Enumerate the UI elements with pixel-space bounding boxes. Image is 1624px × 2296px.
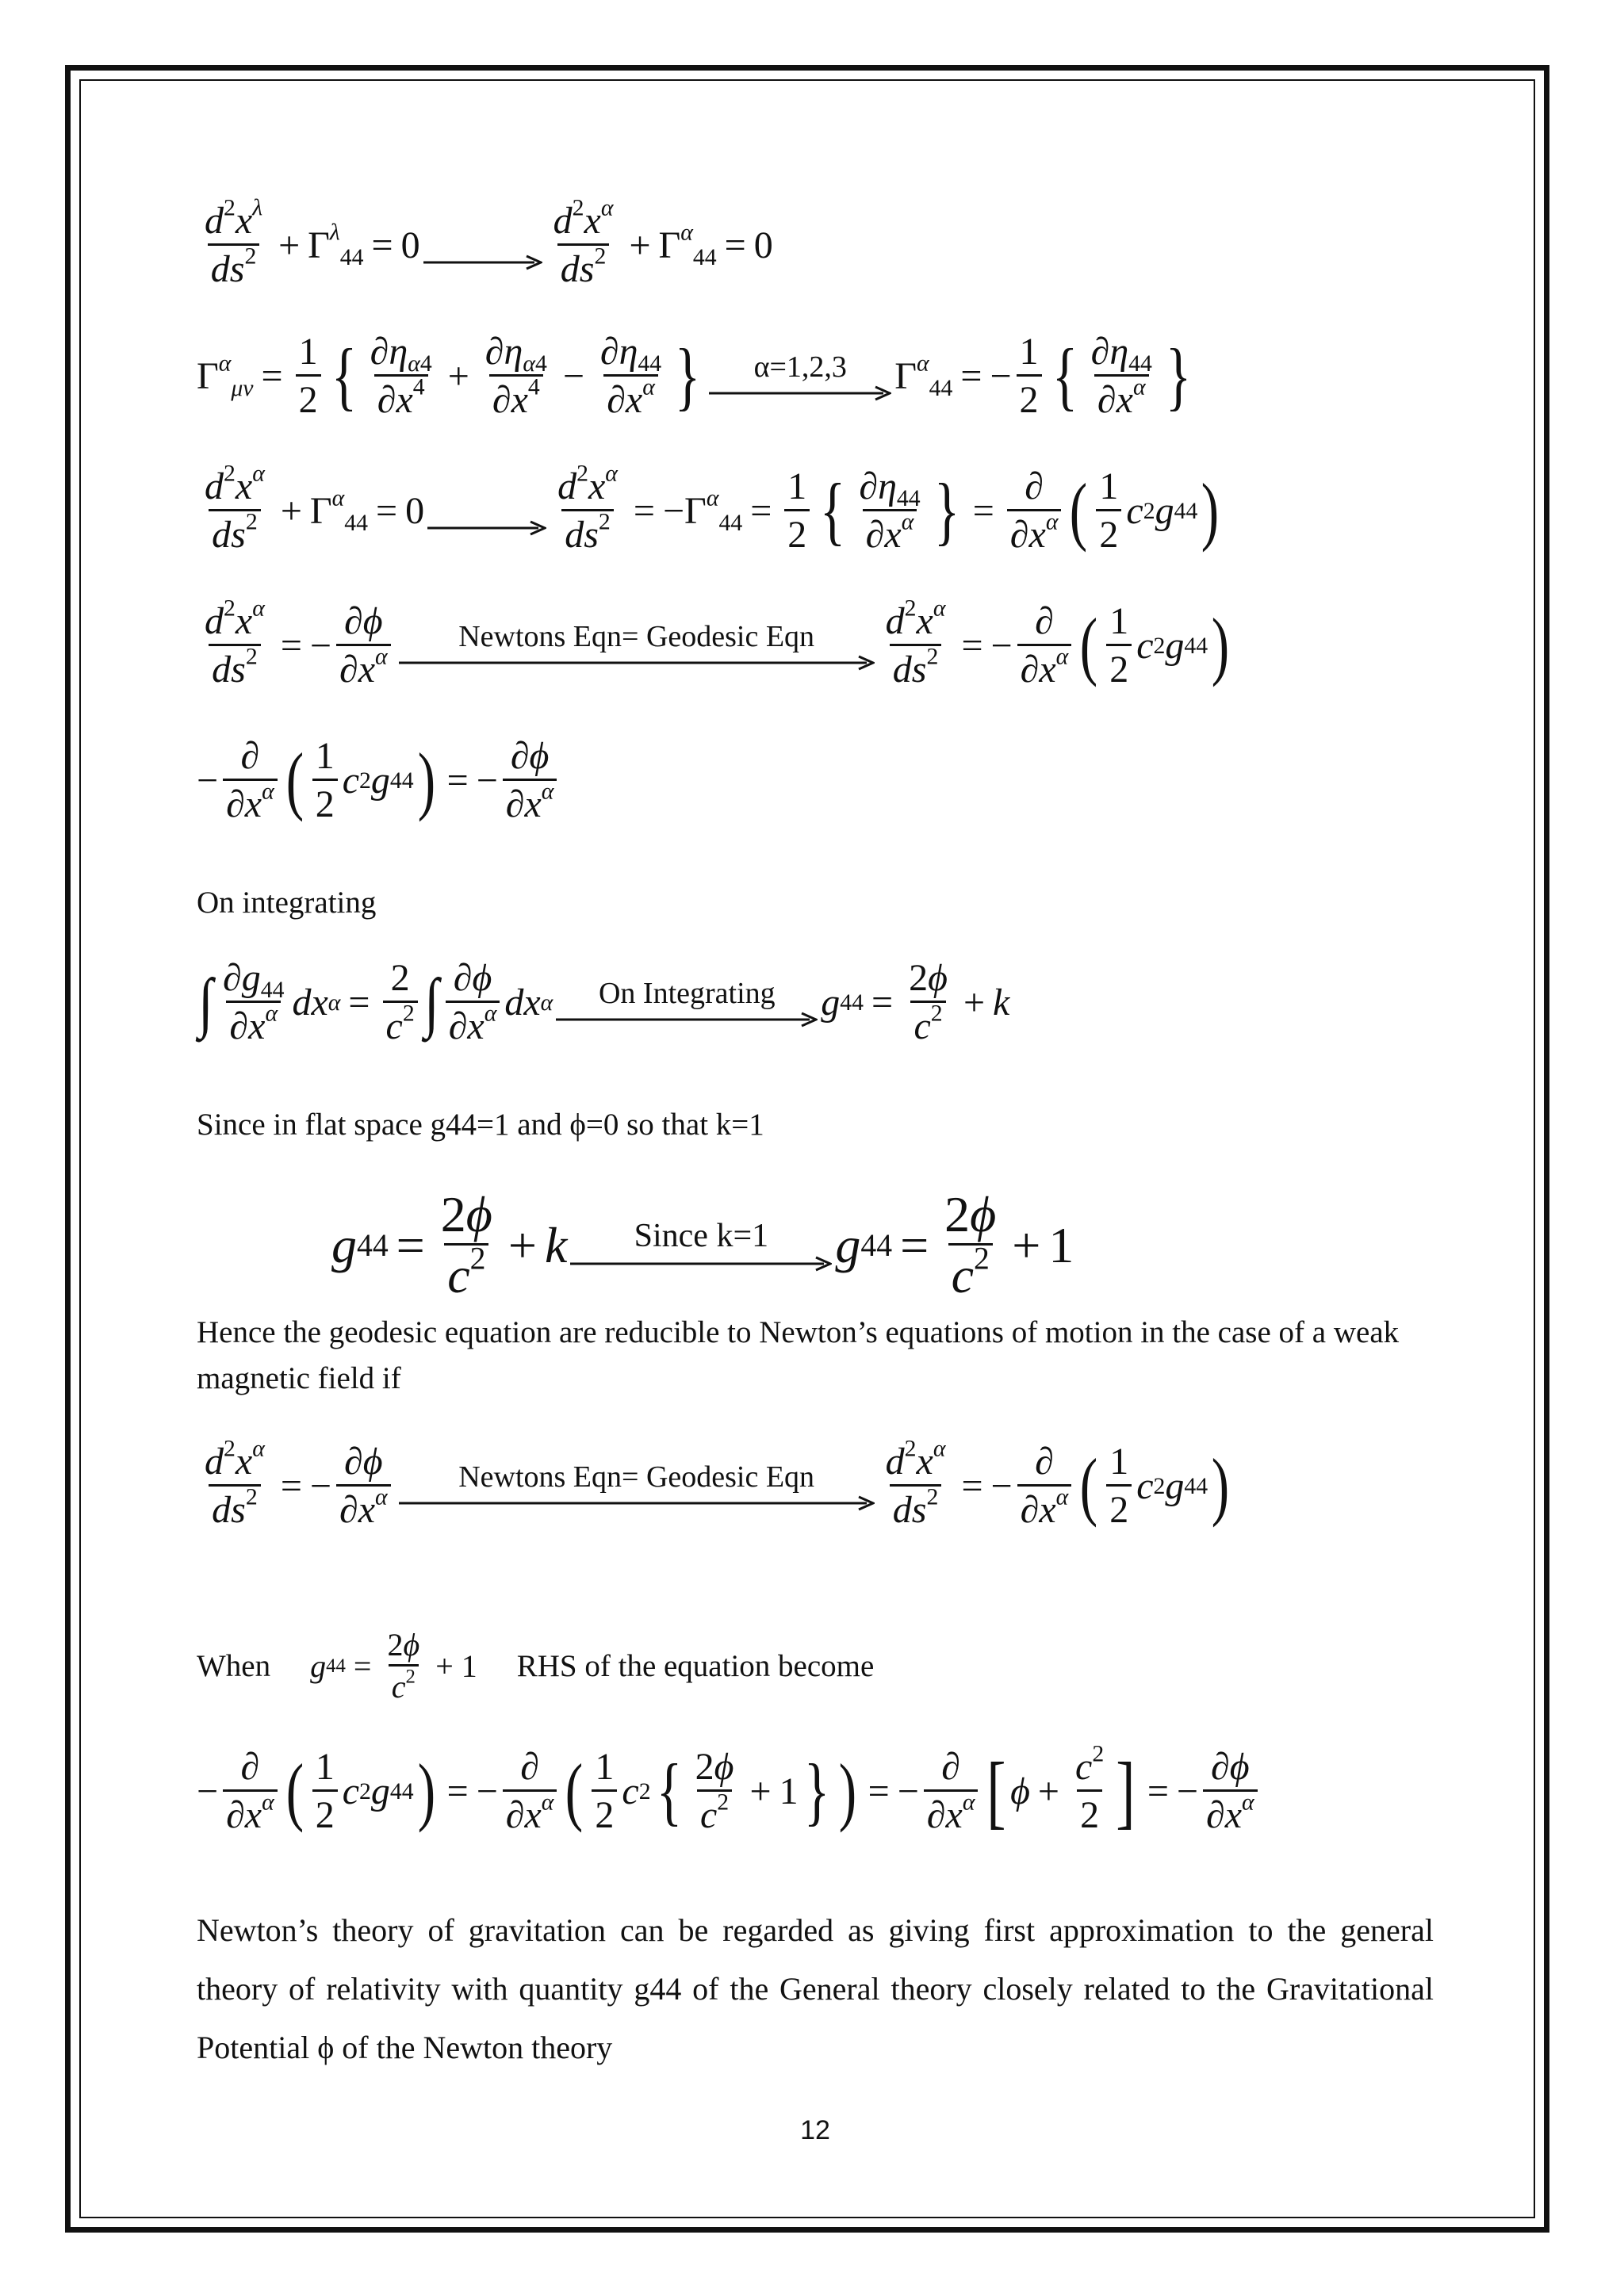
rhs-text: RHS of the equation become xyxy=(516,1649,875,1683)
arrow xyxy=(423,221,542,270)
arrow-label: On Integrating xyxy=(598,976,776,1010)
equation-christoffel: $\Gamma^\alpha_{\mu\nu}$ = $\frac{1}{2}$ { $\frac{\partial\eta_{\alpha 4}}{\partial x^4}$ + $\frac{\partial\eta_{\alpha 4}}{\partial x^4}$ − $\frac{\partial\eta_{44}}{\partial x^\alpha}$ } α=1,2,3 $\Gamma^\alpha_{44}$ = − $\frac{1}{2}$ { $\frac{\partial\eta_{44}}{\partial x^\alpha}$ } xyxy=(197,331,1192,421)
arrow-label: Newtons Eqn= Geodesic Eqn xyxy=(458,1460,815,1494)
when-text: When xyxy=(197,1649,271,1683)
arrow-label: Newtons Eqn= Geodesic Eqn xyxy=(458,619,815,653)
arrow-label: α=1,2,3 xyxy=(753,350,847,384)
when-line: When g 44 = $\frac{2\phi}{c^2}$ + 1 RHS of the equation become xyxy=(197,1627,875,1705)
arrow-newton-geodesic xyxy=(399,1462,875,1511)
page-number: 12 xyxy=(800,2115,830,2145)
equation-newton-geodesic-2: $\frac{d^2x^\alpha}{ds^2}$ = − $\frac{\partial\phi}{\partial x^\alpha}$ Newtons Eqn= Geodesic Eqn $\frac{d^2x^\alpha}{ds^2}$ = − $\frac{\partial}{\partial x^\alpha}$ ( $\frac{1}{2}$ c 2 g 44 ) xyxy=(205,1435,1230,1531)
arrow-since-k xyxy=(570,1219,832,1272)
arrow-newton-geodesic xyxy=(399,619,875,671)
conclusion-paragraph: Newton’s theory of gravitation can be regarded as giving first approximation to the general theory of relativity with quantity g44 of the General theory closely related to the Gravitational Potential ϕ of the Newton theory xyxy=(197,1912,1434,2065)
flat-space-text: Since in flat space g44=1 and ϕ=0 so that k=1 xyxy=(197,1108,764,1142)
arrow xyxy=(427,487,546,536)
arrow-on-integrating xyxy=(556,978,818,1027)
hence-text: Hence the geodesic equation are reducible to Newton’s equations of motion in the case of a weak magnetic field if xyxy=(197,1315,1400,1395)
equation-weak-field: $\frac{d^2x^\alpha}{ds^2}$ + $\Gamma^\alpha_{44}$ = 0 $\frac{d^2x^\alpha}{ds^2}$ = $-\Gamma^\alpha_{44}$ = $\frac{1}{2}$ { $\frac{\partial\eta_{44}}{\partial x^\alpha}$ } = $\frac{\partial}{\partial x^\alpha}$ ( $\frac{1}{2}$ c 2 g 44 ) xyxy=(205,460,1220,556)
equation-geodesic: $\frac{d^2x^\lambda}{ds^2}$ + $\Gamma^\lambda_{44}$ = 0 $\frac{d^2x^\alpha}{ds^2}$ + $\Gamma^\alpha_{44}$ = 0 xyxy=(205,194,773,290)
equation-g44: g 44 = $\frac{2\phi}{c^2}$ + k Since k=1 g 44 = $\frac{2\phi}{c^2}$ + 1 xyxy=(331,1186,1074,1303)
arrow-label: Since k=1 xyxy=(634,1217,769,1254)
equation-newton-geodesic: $\frac{d^2x^\alpha}{ds^2}$ = − $\frac{\partial\phi}{\partial x^\alpha}$ Newtons Eqn= Geodesic Eqn $\frac{d^2x^\alpha}{ds^2}$ = − $\frac{\partial}{\partial x^\alpha}$ ( $\frac{1}{2}$ c 2 g 44 ) xyxy=(205,595,1230,691)
equation-equate: − $\frac{\partial}{\partial x^\alpha}$ ( $\frac{1}{2}$ c 2 g 44 ) = − $\frac{\partial\phi}{\partial x^\alpha}$ xyxy=(197,737,561,824)
on-integrating-text: On integrating xyxy=(197,886,377,920)
equation-rhs: − $\frac{\partial}{\partial x^\alpha}$ ( $\frac{1}{2}$ c 2 g 44 ) = − $\frac{\partial}{\partial x^\alpha}$ ( $\frac{1}{2}$ c 2 { $\frac{2\phi}{c^2}$ + 1 } ) = − $\frac{\partial}{\partial x^\alpha}$ [ ϕ + $\frac{c^2}{2}$ ] = − $\frac{\partial\phi}{\partial x^\alpha}$ xyxy=(197,1748,1262,1835)
equation-integration: ∫ $\frac{\partial g_{44}}{\partial x^\alpha}$ dx α = $\frac{2}{c^2}$ ∫ $\frac{\partial\phi}{\partial x^\alpha}$ dx α On Integrating g 44 = $\frac{2\phi}{c^2}$ + k xyxy=(198,957,1010,1047)
arrow-alpha xyxy=(709,352,891,401)
